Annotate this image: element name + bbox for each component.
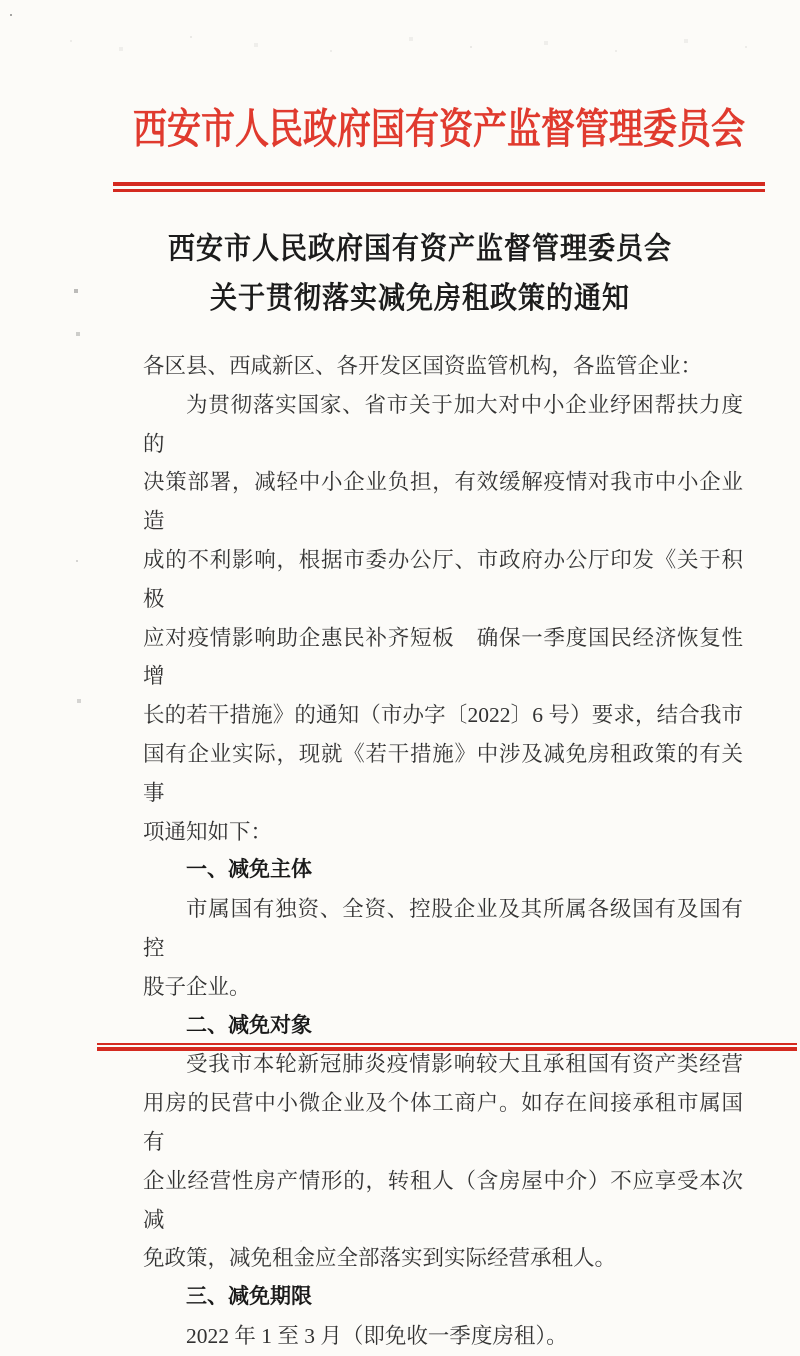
body-line: 2022 年 1 至 3 月（即免收一季度房租）。	[186, 1323, 568, 1348]
letterhead-rule-thin	[113, 189, 765, 192]
body-line: 应对疫情影响助企惠民补齐短板 确保一季度国民经济恢复性增	[143, 625, 743, 689]
scan-noise-speckles	[0, 0, 2, 2]
document-title-line2: 关于贯彻落实减免房租政策的通知	[210, 281, 630, 315]
body-line: 国有企业实际，现就《若干措施》中涉及减免房租政策的有关事	[143, 741, 743, 805]
document-title	[100, 224, 740, 323]
letterhead-issuer	[113, 96, 765, 166]
body-line: 企业经营性房产情形的，转租人（含房屋中介）不应享受本次减	[143, 1168, 743, 1232]
footer-double-rule	[97, 1043, 797, 1051]
body-line: 受我市本轮新冠肺炎疫情影响较大且承租国有资产类经营	[186, 1052, 743, 1077]
body-line: 决策部署，减轻中小企业负担，有效缓解疫情对我市中小企业造	[143, 470, 743, 534]
body-line: 各区县、西咸新区、各开发区国资监管机构，各监管企业：	[143, 354, 703, 378]
body-line: 用房的民营中小微企业及个体工商户。如存在间接承租市属国有	[143, 1091, 743, 1154]
section-heading: 一、减免主体	[186, 858, 312, 882]
section-heading: 二、减免对象	[186, 1013, 312, 1037]
document-body	[143, 347, 743, 1356]
letterhead-double-rule	[113, 182, 765, 192]
body-line: 为贯彻落实国家、省市关于加大对中小企业纾困帮扶力度的	[143, 392, 743, 456]
document-title-line1: 西安市人民政府国有资产监督管理委员会	[168, 231, 672, 266]
body-line: 市属国有独资、全资、控股企业及其所属各级国有及国有控	[143, 897, 743, 960]
footer-rule-thick	[97, 1047, 797, 1051]
body-line: 长的若干措施》的通知（市办字〔2022〕6 号）要求，结合我市	[143, 703, 743, 728]
body-line: 免政策，减免租金应全部落实到实际经营承租人。	[143, 1246, 617, 1271]
body-line: 成的不利影响，根据市委办公厅、市政府办公厅印发《关于积极	[143, 547, 743, 611]
letterhead-issuer-text: 西安市人民政府国有资产监督管理委员会	[133, 107, 745, 153]
body-line: 股子企业。	[143, 974, 251, 999]
body-line: 项通知如下：	[143, 819, 273, 844]
section-heading: 三、减免期限	[186, 1285, 312, 1309]
